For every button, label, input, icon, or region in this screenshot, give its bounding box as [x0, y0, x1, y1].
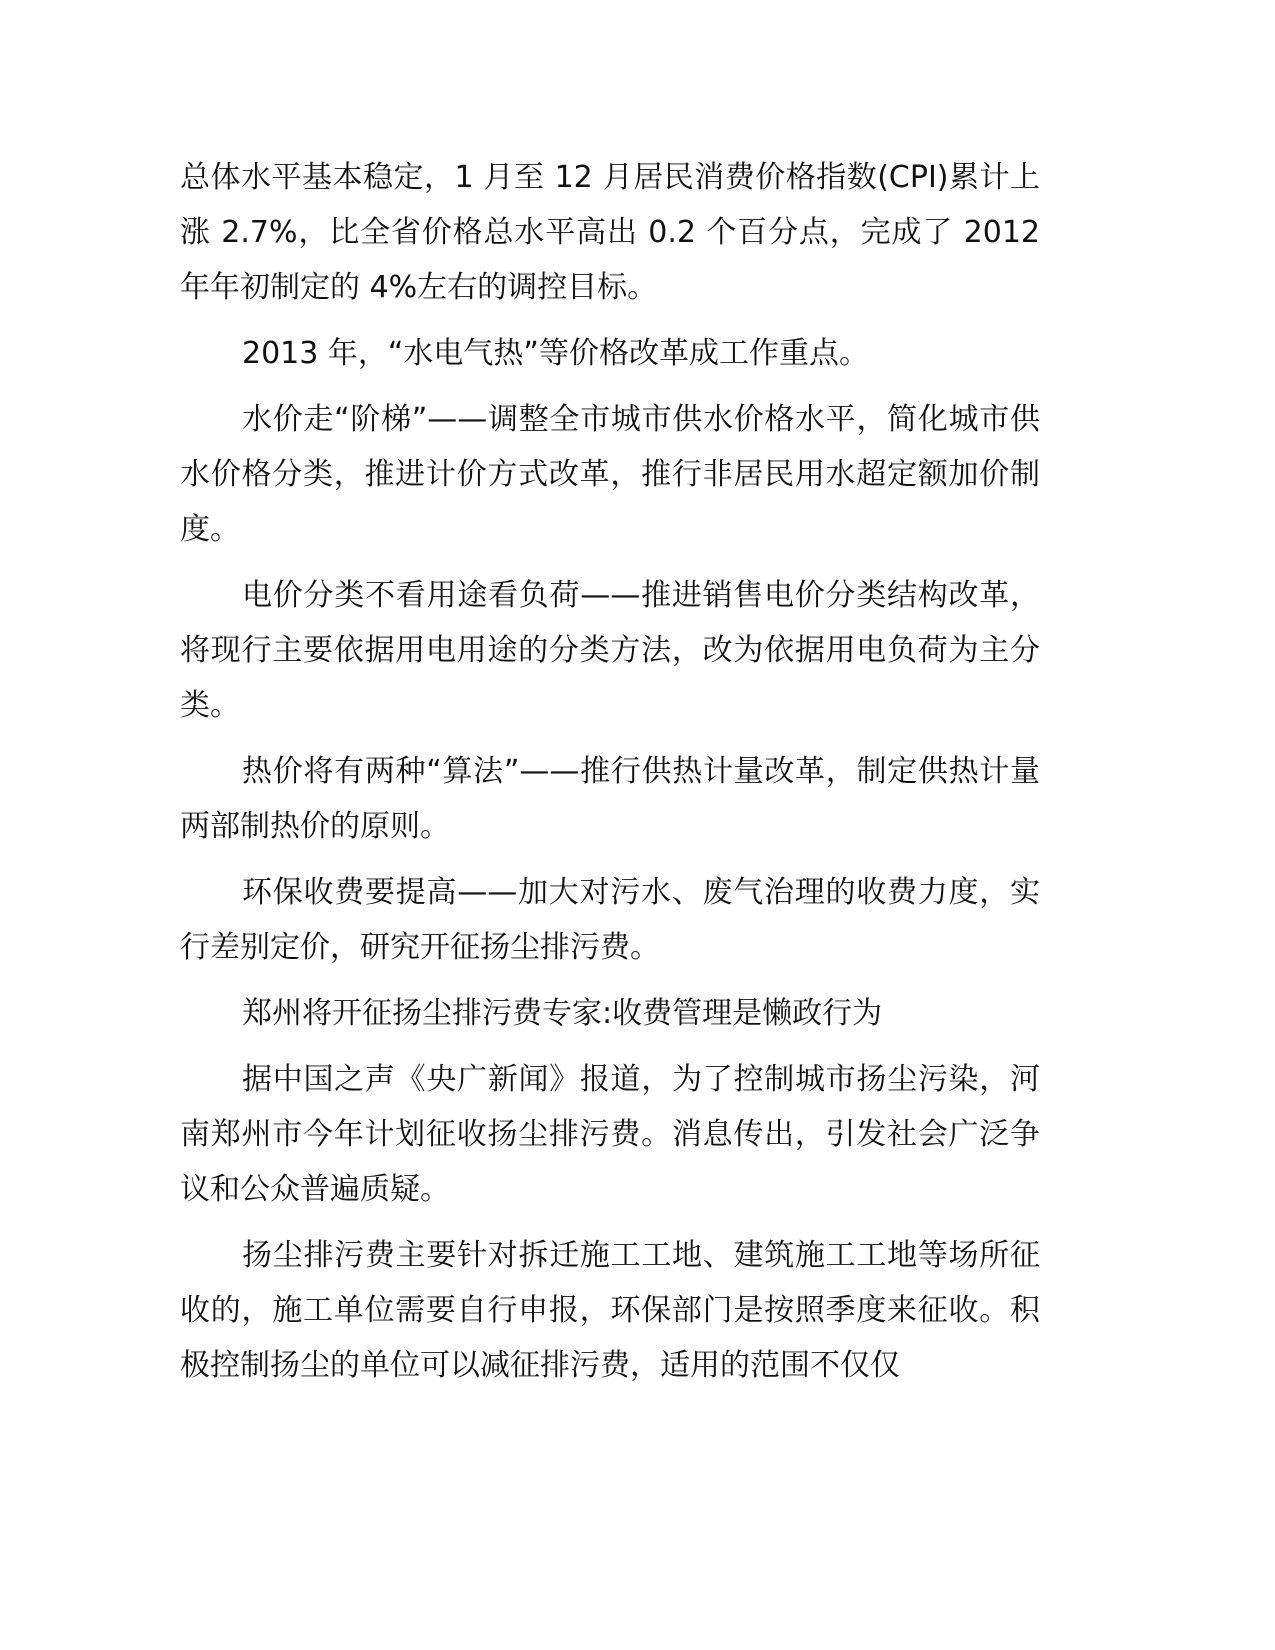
paragraph-water-price: 水价走“阶梯”——调整全市城市供水价格水平，简化城市供水价格分类，推进计价方式改革，推行非居民用水超定额加价制度。 [180, 402, 1040, 547]
document-body [180, 150, 1040, 1404]
paragraph-cpi-summary: 总体水平基本稳定，1 月至 12 月居民消费价格指数(CPI)累计上涨 2.7%，比全省价格总水平高出 0.2 个百分点，完成了 2012 年年初制定的 4%左右的调控目标。 [180, 160, 1040, 305]
paragraph-environmental-fees: 环保收费要提高——加大对污水、废气治理的收费力度，实行差别定价，研究开征扬尘排污费。 [180, 875, 1040, 965]
paragraph-heat-price: 热价将有两种“算法”——推行供热计量改革，制定供热计量两部制热价的原则。 [180, 754, 1040, 844]
paragraph-cnr-report: 据中国之声《央广新闻》报道，为了控制城市扬尘污染，河南郑州市今年计划征收扬尘排污费。消息传出，引发社会广泛争议和公众普遍质疑。 [180, 1062, 1040, 1207]
paragraph-2013-reform-focus: 2013 年，“水电气热”等价格改革成工作重点。 [242, 336, 869, 371]
paragraph-electricity-price: 电价分类不看用途看负荷——推进销售电价分类结构改革，将现行主要依据用电用途的分类方法，改为依据用电负荷为主分类。 [180, 578, 1040, 723]
paragraph-zhengzhou-dust-fee-heading: 郑州将开征扬尘排污费专家:收费管理是懒政行为 [242, 996, 883, 1031]
paragraph-dust-fee-scope: 扬尘排污费主要针对拆迁施工工地、建筑施工工地等场所征收的，施工单位需要自行申报，环保部门是按照季度来征收。积极控制扬尘的单位可以减征排污费，适用的范围不仅仅 [180, 1238, 1040, 1383]
